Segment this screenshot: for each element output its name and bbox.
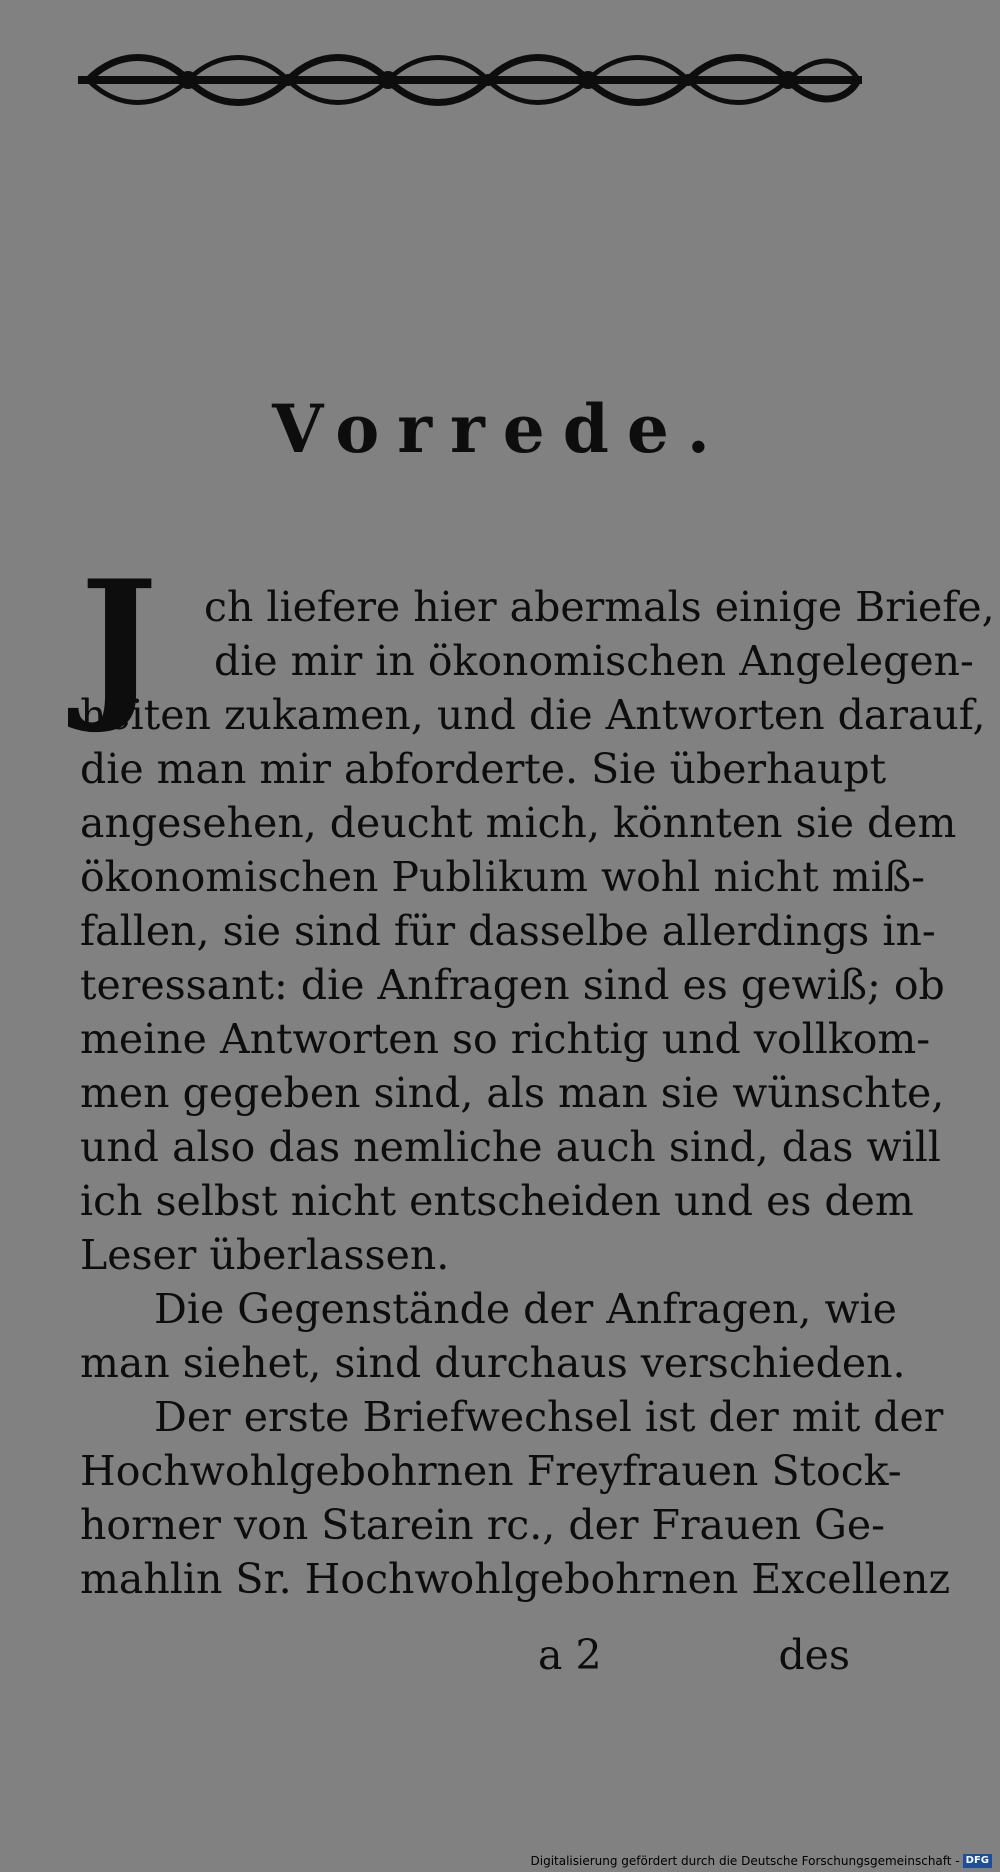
text-line: ökonomischen Publikum wohl nicht miß- — [80, 853, 925, 901]
text-line: die mir in ökonomischen Angelegen- — [214, 637, 974, 685]
text-line: Die Gegenstände der Anfragen, wie — [154, 1285, 897, 1333]
text-line: Der erste Briefwechsel ist der mit der — [154, 1393, 944, 1441]
text-line: Leser überlassen. — [80, 1231, 450, 1279]
text-line: heiten zukamen, und die Antworten darauf, — [80, 691, 986, 739]
text-line: men gegeben sind, als man sie wünschte, — [80, 1069, 945, 1117]
text-line: und also das nemliche auch sind, das will — [80, 1123, 941, 1171]
catchword: des — [778, 1631, 850, 1679]
digitization-credit — [531, 1854, 993, 1868]
text-line: ich selbst nicht entscheiden und es dem — [80, 1177, 914, 1225]
text-line: mahlin Sr. Hochwohlgebohrnen Excellenz — [80, 1555, 951, 1603]
decorative-header-ornament — [78, 50, 862, 110]
text-line: fallen, sie sind für dasselbe allerdings in- — [80, 907, 936, 955]
text-line: horner von Starein rc., der Frauen Ge- — [80, 1501, 885, 1549]
text-line: man siehet, sind durchaus verschieden. — [80, 1339, 906, 1387]
text-line: angesehen, deucht mich, könnten sie dem — [80, 799, 957, 847]
drop-cap-initial: J — [80, 544, 158, 737]
signature-mark: a 2 — [538, 1631, 602, 1679]
chapter-title: Vorrede. — [272, 390, 728, 468]
body-text — [80, 580, 995, 1606]
text-line: Hochwohlgebohrnen Freyfrauen Stock- — [80, 1447, 902, 1495]
text-line: meine Antworten so richtig und vollkom- — [80, 1015, 931, 1063]
text-line: ch liefere hier abermals einige Briefe, — [204, 583, 995, 631]
dfg-logo: DFG — [963, 1854, 992, 1868]
text-line: teressant: die Anfragen sind es gewiß; ob — [80, 961, 945, 1009]
paragraph-1 — [80, 580, 995, 1282]
credit-text: Digitalisierung gefördert durch die Deutsche Forschungsgemeinschaft - — [530, 1854, 960, 1868]
paragraph-3 — [80, 1390, 951, 1606]
text-line: die man mir abforderte. Sie überhaupt — [80, 745, 887, 793]
paragraph-2 — [80, 1282, 906, 1390]
